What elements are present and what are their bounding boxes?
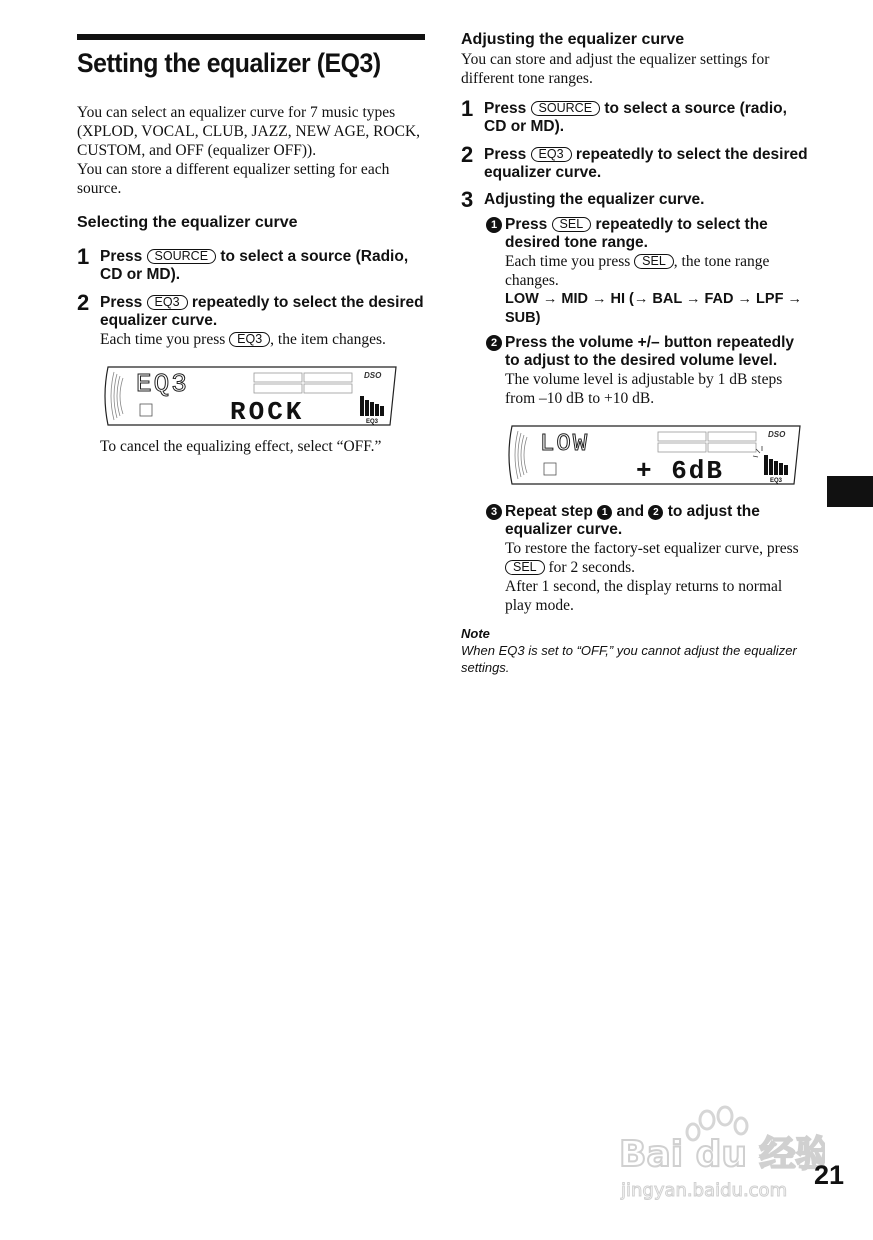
lcd-display-svg: [100, 366, 398, 426]
substep-number: 1: [486, 217, 502, 233]
sel-key: SEL: [552, 217, 592, 232]
step-text: Press: [100, 294, 143, 311]
step-text: to select a source (radio, CD or MD).: [484, 100, 787, 135]
eq3-key: EQ3: [531, 147, 572, 162]
right-column: [461, 30, 811, 676]
substep-body: Each time you press SEL , the tone range changes.: [505, 253, 770, 289]
lcd-display-svg: [504, 425, 802, 485]
section-heading-adjusting: Adjusting the equalizer curve: [461, 31, 685, 48]
step-text: repeatedly to select the desired equalizer curve.: [100, 294, 424, 329]
step-number: 2: [461, 142, 474, 167]
baidu-paw-icon: [615, 1104, 825, 1204]
step-text: Press: [100, 248, 143, 265]
step-text: Press: [484, 100, 527, 117]
disc-icon: [140, 404, 152, 416]
blink-rays-icon: [753, 446, 762, 457]
eq3-key: EQ3: [229, 332, 270, 347]
disc-icon: [544, 463, 556, 475]
page-title: Setting the equalizer (EQ3): [77, 48, 381, 78]
sel-key: SEL: [505, 560, 545, 575]
lcd-display-low: [504, 425, 811, 485]
right-step-3: [461, 187, 811, 615]
section-heading-selecting: Selecting the equalizer curve: [77, 214, 298, 231]
right-step-1: [461, 96, 811, 136]
substep-number: 3: [486, 504, 502, 520]
left-column: [77, 34, 427, 456]
eq3-badge: EQ3: [366, 419, 379, 425]
page-number: 21: [814, 1160, 845, 1190]
note-heading: Note: [461, 626, 490, 641]
lcd-display-rock: [100, 366, 427, 426]
volume-arc-icon: [515, 431, 527, 479]
adjust-intro: You can store and adjust the equalizer settings for different tone ranges.: [461, 51, 770, 87]
sel-key: SEL: [634, 254, 674, 269]
step-text: Press: [484, 146, 527, 163]
substep-2: [484, 334, 811, 485]
right-step-2: [461, 142, 811, 182]
source-key: SOURCE: [531, 101, 600, 116]
substep-1: [484, 216, 811, 328]
substep-text: Press: [505, 216, 548, 233]
substep-body-2: After 1 second, the display returns to normal play mode.: [505, 578, 783, 614]
substep-text: repeatedly to select the desired tone range.: [505, 216, 768, 251]
lcd-line-2: ROCK: [230, 397, 305, 426]
watermark-brand: Bai du 经验: [619, 1134, 825, 1175]
eq-bars-icon: [360, 396, 384, 416]
eq-bars-icon: [764, 455, 788, 475]
step-body: Each time you press EQ3 , the item changes.: [100, 331, 386, 348]
title-rule: [77, 34, 425, 40]
substep-body: The volume level is adjustable by 1 dB steps from –10 dB to +10 dB.: [505, 371, 783, 407]
substep-number: 2: [486, 335, 502, 351]
cancel-note: To cancel the equalizing effect, select “OFF.”: [100, 438, 382, 455]
watermark-url: jingyan.baidu.com: [621, 1180, 788, 1201]
intro-paragraph-1: You can select an equalizer curve for 7 music types (XPLOD, VOCAL, CLUB, JAZZ, NEW AGE, ROCK, CUSTOM, and OFF (equalizer OFF)).: [77, 104, 421, 159]
left-step-1: [77, 244, 427, 284]
dso-logo: DSO: [364, 371, 382, 380]
eq3-badge: EQ3: [770, 478, 783, 484]
step-number: 3: [461, 187, 474, 212]
substep-3: [484, 503, 811, 615]
intro-paragraph-2: You can store a different equalizer setting for each source.: [77, 161, 390, 197]
lcd-line-2: + 6dB: [636, 456, 725, 485]
step-ref-1: 1: [597, 505, 612, 520]
step-number: 1: [77, 244, 90, 269]
step-text: Adjusting the equalizer curve.: [484, 191, 705, 208]
substep-text: Repeat step 1 and 2 to adjust the equalizer curve.: [505, 503, 760, 538]
substep-body: To restore the factory-set equalizer curve, press SEL for 2 seconds.: [505, 540, 799, 576]
section-side-tab: [827, 476, 873, 507]
eq3-key: EQ3: [147, 295, 188, 310]
step-number: 1: [461, 96, 474, 121]
substep-text: Press the volume +/– button repeatedly to adjust to the desired volume level.: [505, 334, 794, 369]
source-key: SOURCE: [147, 249, 216, 264]
lcd-line-1: EQ3: [136, 369, 189, 399]
left-step-2: [77, 290, 427, 349]
volume-arc-icon: [111, 372, 123, 420]
step-text: repeatedly to select the desired equalizer curve.: [484, 146, 808, 181]
lcd-line-1: LOW: [540, 431, 590, 458]
step-number: 2: [77, 290, 90, 315]
step-ref-2: 2: [648, 505, 663, 520]
step-text: to select a source (Radio, CD or MD).: [100, 248, 409, 283]
baidu-watermark: [615, 1104, 825, 1209]
tone-range-sequence: LOW → MID → HI (→ BAL → FAD → LPF → SUB): [505, 291, 802, 326]
note-block: [461, 626, 811, 676]
note-text: When EQ3 is set to “OFF,” you cannot adjust the equalizer settings.: [461, 643, 797, 675]
dso-logo: DSO: [768, 430, 786, 439]
